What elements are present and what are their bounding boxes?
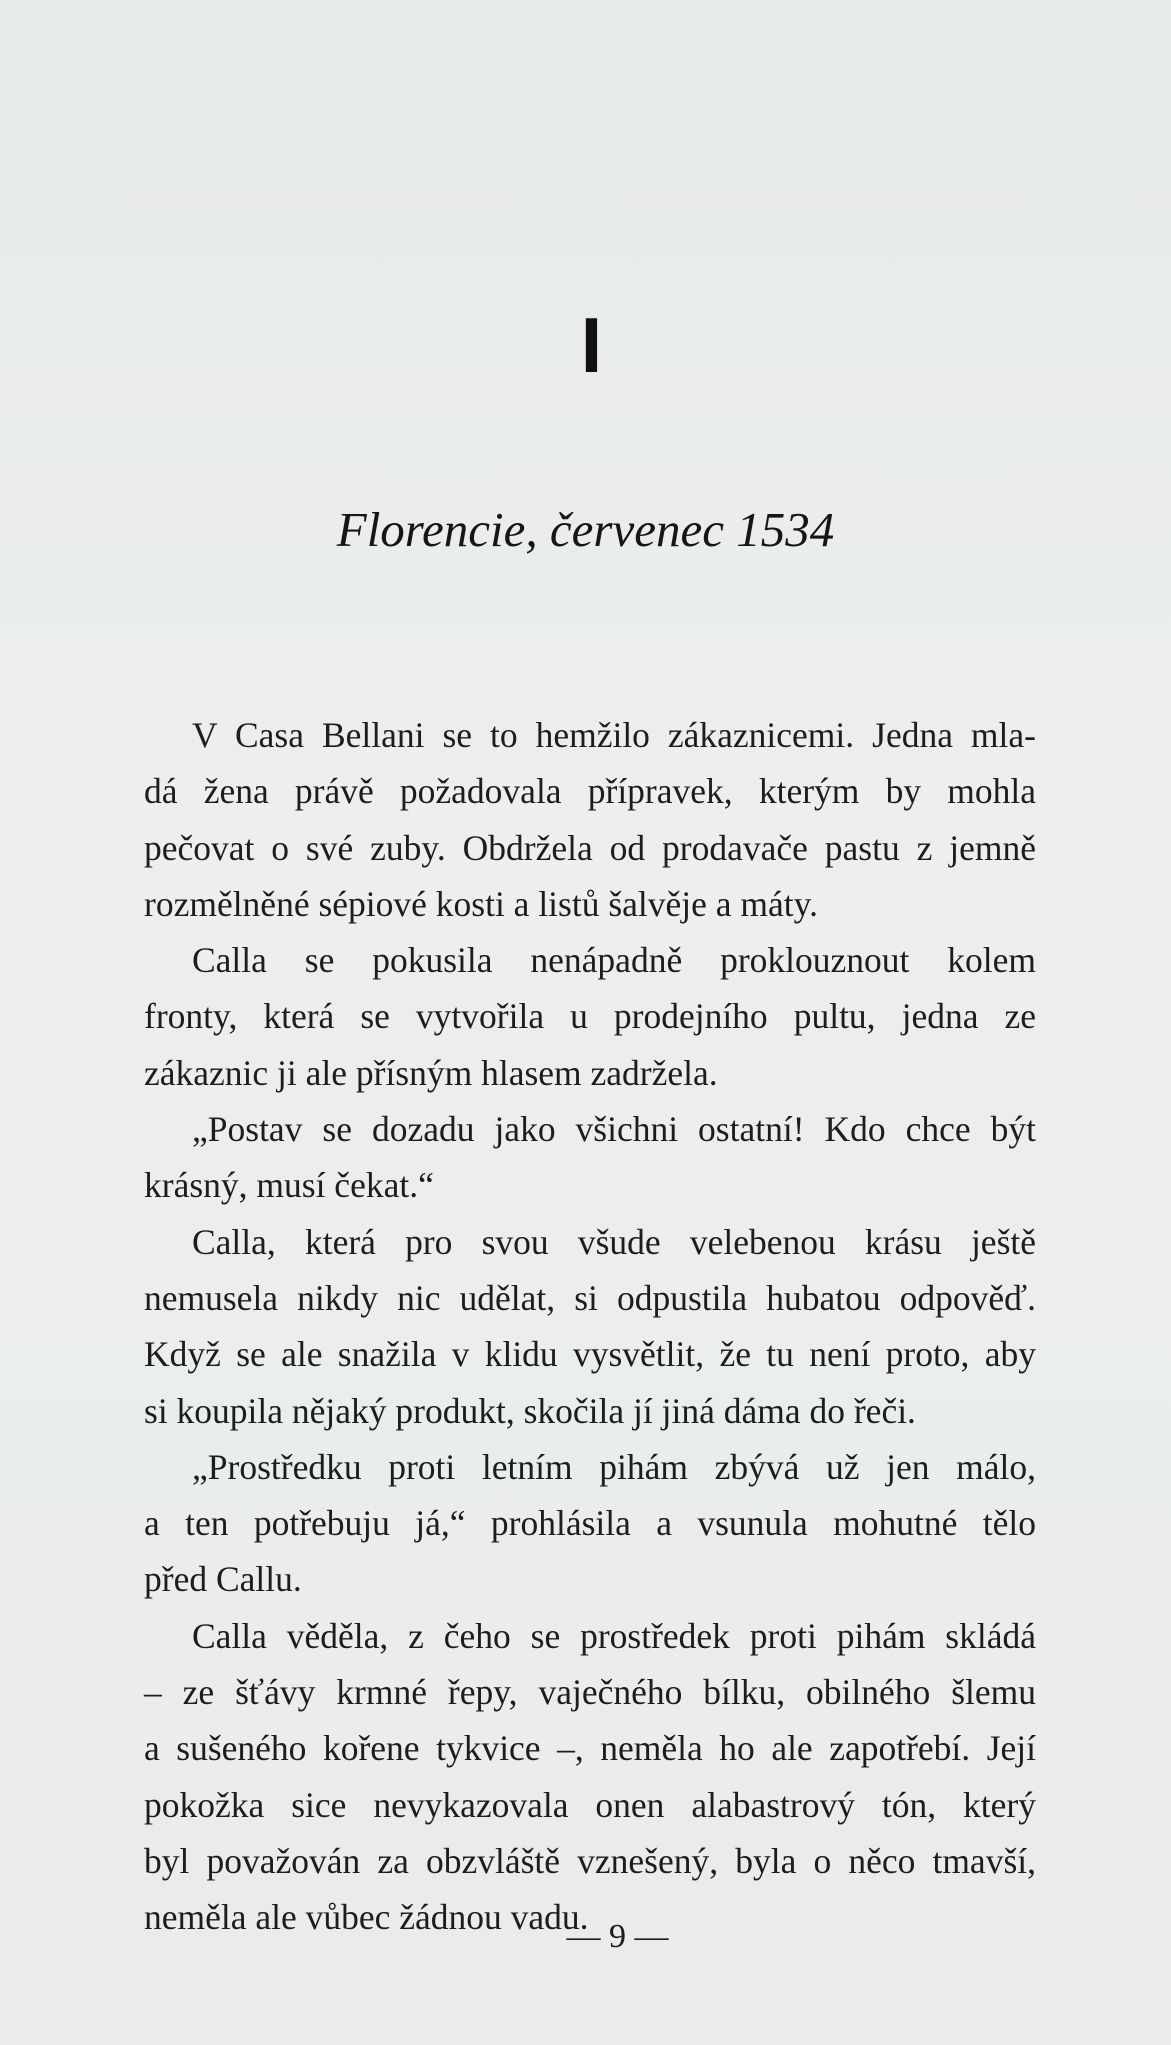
body-text xyxy=(144,707,1036,1946)
body-line: „Prostředku proti letním pihám zbývá už jen málo, xyxy=(192,1446,1036,1487)
body-line: pokožka sice nevykazovala onen alabastrový tón, který xyxy=(144,1784,1036,1825)
body-line: rozmělněné sépiové kosti a listů šalvěje a máty. xyxy=(144,883,818,924)
page-number: — 9 — xyxy=(566,1918,669,1955)
body-line: nemusela nikdy nic udělat, si odpustila hubatou odpověď. xyxy=(144,1277,1036,1318)
body-line: Když se ale snažila v klidu vysvětlit, že tu není proto, aby xyxy=(144,1334,1036,1375)
body-line: – ze šťávy krmné řepy, vaječného bílku, obilného šlemu xyxy=(144,1672,1036,1713)
body-line: fronty, která se vytvořila u prodejního pultu, jedna ze xyxy=(144,996,1036,1037)
body-line: byl považován za obzvláště vznešený, byla o něco tmavší, xyxy=(144,1840,1036,1881)
body-line: neměla ale vůbec žádnou vadu. xyxy=(144,1897,589,1938)
body-line: si koupila nějaký produkt, skočila jí jiná dáma do řeči. xyxy=(144,1390,916,1431)
body-line: V Casa Bellani se to hemžilo zákaznicemi. Jedna mla- xyxy=(192,715,1036,755)
body-line: a sušeného kořene tykvice –, neměla ho ale zapotřebí. Její xyxy=(144,1728,1036,1769)
chapter-title: Florencie, červenec 1534 xyxy=(336,502,835,557)
body-line: před Callu. xyxy=(144,1559,302,1600)
body-line: a ten potřebuju já,“ prohlásila a vsunula mohutné tělo xyxy=(144,1503,1036,1544)
body-line: Calla, která pro svou všude velebenou krásu ještě xyxy=(192,1221,1036,1262)
body-line: dá žena právě požadovala přípravek, kterým by mohla xyxy=(144,771,1036,812)
body-line: krásný, musí čekat.“ xyxy=(144,1165,434,1206)
body-line: Calla věděla, z čeho se prostředek proti pihám skládá xyxy=(192,1615,1036,1656)
body-line: „Postav se dozadu jako všichni ostatní! Kdo chce být xyxy=(192,1109,1036,1150)
body-line: Calla se pokusila nenápadně proklouznout kolem xyxy=(192,940,1036,981)
body-line: zákaznic ji ale přísným hlasem zadržela. xyxy=(144,1052,718,1093)
chapter-number: I xyxy=(580,301,603,389)
body-line: pečovat o své zuby. Obdržela od prodavače pastu z jemně xyxy=(144,827,1036,868)
